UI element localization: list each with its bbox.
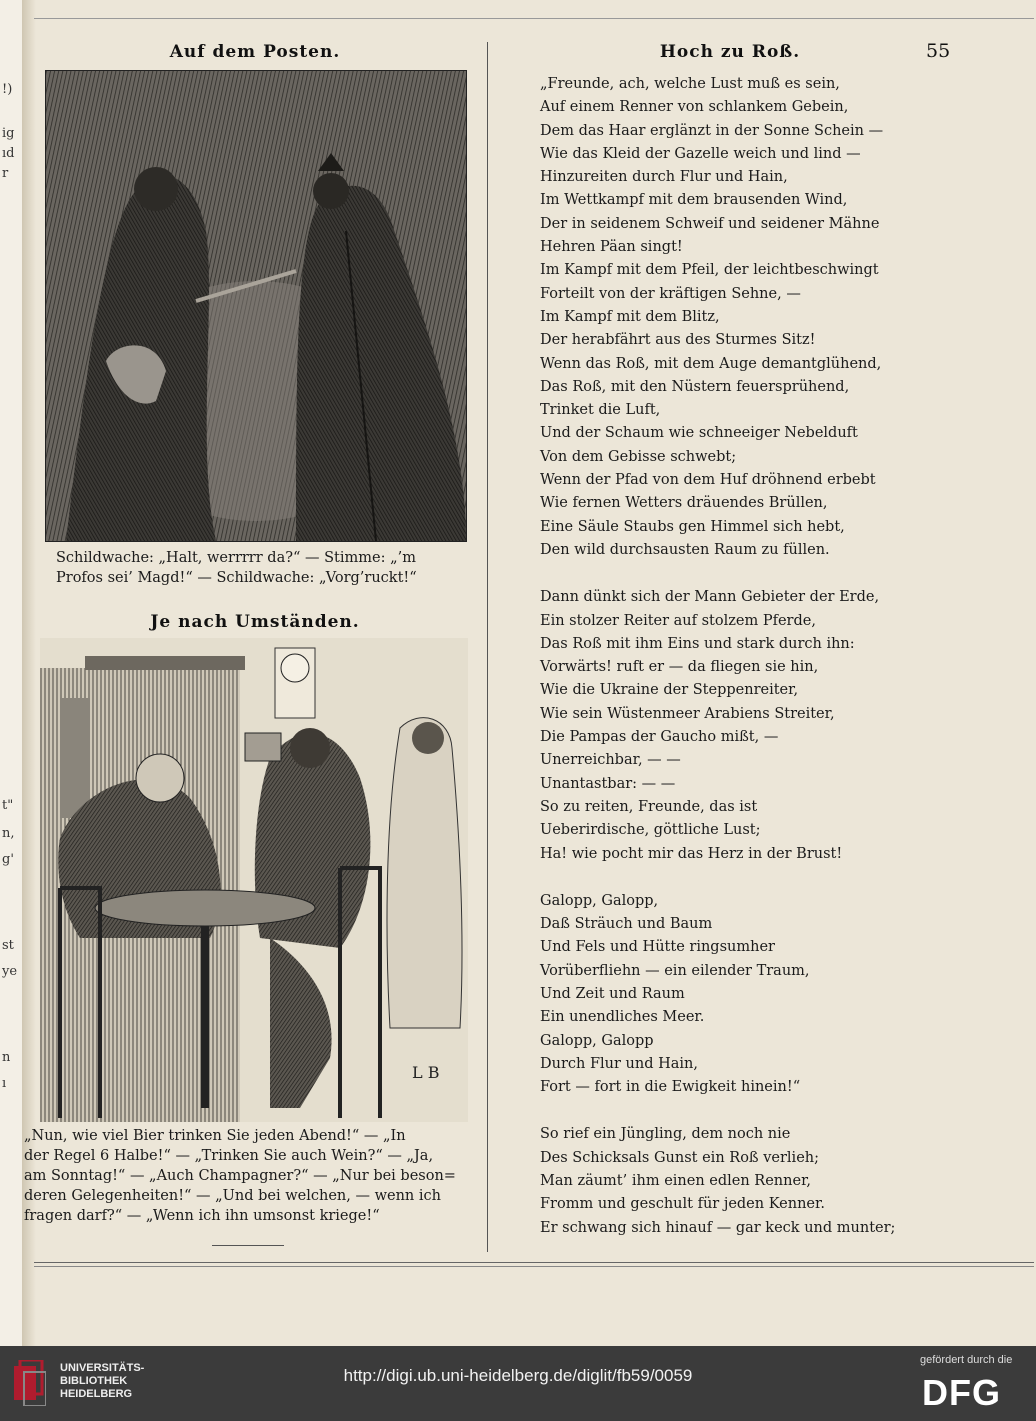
illustration-sentry-night bbox=[45, 70, 467, 542]
poem-line: Galopp, Galopp bbox=[540, 1032, 654, 1049]
edge-fragment: ı bbox=[2, 1076, 7, 1091]
edge-fragment: !) bbox=[2, 82, 13, 97]
edge-fragment: n, bbox=[2, 826, 15, 841]
edge-fragment: st bbox=[2, 938, 14, 953]
poem-line: Ueberirdische, göttliche Lust; bbox=[540, 822, 761, 839]
poem-line: Dem das Haar erglänzt in der Sonne Schein — bbox=[540, 122, 884, 139]
poem-line: Ein stolzer Reiter auf stolzem Pferde, bbox=[540, 612, 816, 629]
poem-line: Von dem Gebisse schwebt; bbox=[540, 448, 737, 465]
caption-sentry bbox=[56, 548, 462, 588]
institution-line: BIBLIOTHEK bbox=[60, 1375, 128, 1387]
poem-line: Wie das Kleid der Gazelle weich und lind — bbox=[540, 145, 861, 162]
caption-line: Profos sei’ Magd!“ — Schildwache: „Vorg’ruckt!“ bbox=[56, 570, 417, 586]
poem-hoch-zu-ross bbox=[540, 73, 920, 1240]
caption-line: der Regel 6 Halbe!“ — „Trinken Sie auch Wein?“ — „Ja, bbox=[24, 1148, 434, 1164]
poem-line: So rief ein Jüngling, dem noch nie bbox=[540, 1126, 791, 1143]
heading-hoch-zu-ross: Hoch zu Roß. bbox=[659, 42, 801, 62]
top-rule bbox=[34, 18, 1034, 19]
stanza-4 bbox=[540, 1123, 920, 1239]
caption-line: am Sonntag!“ — „Auch Champagner?“ — „Nur bei beson= bbox=[24, 1168, 456, 1184]
poem-line: Im Wettkampf mit dem brausenden Wind, bbox=[540, 192, 848, 209]
poem-line: Hinzureiten durch Flur und Hain, bbox=[540, 169, 788, 186]
poem-line: Wie sein Wüstenmeer Arabiens Streiter, bbox=[540, 705, 835, 722]
poem-line: Dann dünkt sich der Mann Gebieter der Erde, bbox=[540, 589, 880, 606]
poem-line: Der herabfährt aus des Sturmes Sitz! bbox=[540, 332, 816, 349]
caption-line: „Nun, wie viel Bier trinken Sie jeden Abend!“ — „In bbox=[24, 1128, 406, 1144]
poem-line: Man zäumt’ ihm einen edlen Renner, bbox=[540, 1173, 812, 1190]
poem-line: Trinket die Luft, bbox=[540, 402, 661, 419]
stanza-3 bbox=[540, 890, 920, 1100]
dfg-logo: DFG bbox=[922, 1372, 1001, 1413]
poem-line: Im Kampf mit dem Blitz, bbox=[540, 308, 720, 325]
stanza-1 bbox=[540, 73, 920, 562]
poem-line: Und Fels und Hütte ringsumher bbox=[540, 939, 775, 956]
poem-line: Vorüberfliehn — ein eilender Traum, bbox=[540, 962, 810, 979]
poem-line: Wie die Ukraine der Steppenreiter, bbox=[540, 682, 799, 699]
poem-line: Ha! wie pocht mir das Herz in der Brust! bbox=[540, 845, 843, 862]
poem-line: Und Zeit und Raum bbox=[540, 985, 685, 1002]
edge-fragment: r bbox=[2, 166, 9, 181]
bottom-rule bbox=[34, 1262, 1034, 1263]
caption-tavern bbox=[24, 1126, 472, 1226]
edge-fragment: ye bbox=[2, 964, 18, 979]
poem-line: So zu reiten, Freunde, das ist bbox=[540, 798, 758, 815]
poem-line: Wenn das Roß, mit dem Auge demantglühend, bbox=[540, 355, 882, 372]
poem-line: Im Kampf mit dem Pfeil, der leichtbeschwingt bbox=[540, 262, 879, 279]
viewer-footer bbox=[0, 1346, 1036, 1421]
poem-line: Wie fernen Wetters dräuendes Brüllen, bbox=[540, 495, 828, 512]
edge-fragment: g' bbox=[2, 852, 14, 867]
poem-line: Unantastbar: — — bbox=[540, 775, 676, 792]
poem-line: Durch Flur und Hain, bbox=[540, 1055, 698, 1072]
bottom-rule-thin bbox=[34, 1266, 1034, 1267]
heading-auf-dem-posten: Auf dem Posten. bbox=[169, 42, 341, 62]
poem-line: Der in seidenem Schweif und seidener Mähne bbox=[540, 215, 880, 232]
poem-line: Galopp, Galopp, bbox=[540, 892, 659, 909]
poem-line: Wenn der Pfad von dem Huf dröhnend erbebt bbox=[540, 472, 876, 489]
illustration-tavern bbox=[40, 638, 468, 1122]
edge-fragment: t" bbox=[2, 798, 14, 813]
caption-line: fragen darf?“ — „Wenn ich ihn umsonst kriege!“ bbox=[24, 1208, 380, 1224]
poem-line: Fort — fort in die Ewigkeit hinein!“ bbox=[540, 1079, 801, 1096]
poem-line: Daß Sträuch und Baum bbox=[540, 916, 713, 933]
poem-line: „Freunde, ach, welche Lust muß es sein, bbox=[540, 76, 840, 92]
poem-line: Er schwang sich hinauf — gar keck und munter; bbox=[540, 1219, 896, 1236]
poem-line: Auf einem Renner von schlankem Gebein, bbox=[540, 99, 849, 116]
poem-line: Des Schicksals Gunst ein Roß verlieh; bbox=[540, 1149, 819, 1166]
institution-line: UNIVERSITÄTS- bbox=[60, 1362, 145, 1374]
institution-line: HEIDELBERG bbox=[60, 1388, 133, 1400]
poem-line: Das Roß mit ihm Eins und stark durch ihn: bbox=[540, 635, 855, 652]
tavern-scene-engraving bbox=[40, 638, 468, 1122]
edge-fragment: ig bbox=[2, 126, 15, 141]
poem-line: Hehren Päan singt! bbox=[540, 239, 683, 256]
caption-line: deren Gelegenheiten!“ — „Und bei welchen, — wenn ich bbox=[24, 1188, 441, 1204]
column-rule bbox=[487, 42, 488, 1252]
page-number: 55 bbox=[926, 40, 951, 62]
edge-fragment: ıd bbox=[2, 146, 15, 161]
heading-je-nach-umstaenden: Je nach Umständen. bbox=[150, 612, 360, 632]
short-divider bbox=[212, 1245, 284, 1246]
poem-line: Fromm und geschult für jeden Kenner. bbox=[540, 1196, 825, 1213]
poem-line: Forteilt von der kräftigen Sehne, — bbox=[540, 285, 801, 302]
poem-line: Vorwärts! ruft er — da fliegen sie hin, bbox=[540, 659, 819, 676]
poem-line: Den wild durchsausten Raum zu füllen. bbox=[540, 541, 830, 558]
artist-signature: L B bbox=[412, 1063, 440, 1082]
edge-fragment: n bbox=[2, 1050, 11, 1065]
funding-label: gefördert durch die bbox=[920, 1354, 1013, 1366]
poem-line: Das Roß, mit den Nüstern feuersprühend, bbox=[540, 378, 850, 395]
night-scene-engraving bbox=[46, 71, 466, 541]
poem-line: Und der Schaum wie schneeiger Nebelduft bbox=[540, 425, 858, 442]
poem-line: Unerreichbar, — — bbox=[540, 752, 681, 769]
stanza-2 bbox=[540, 586, 920, 866]
poem-line: Ein unendliches Meer. bbox=[540, 1009, 705, 1026]
permalink-url[interactable]: http://digi.ub.uni-heidelberg.de/diglit/fb59/0059 bbox=[343, 1366, 693, 1385]
caption-line: Schildwache: „Halt, werrrrr da?“ — Stimme: „’m bbox=[56, 550, 416, 566]
poem-line: Eine Säule Staubs gen Himmel sich hebt, bbox=[540, 518, 845, 535]
poem-line: Die Pampas der Gaucho mißt, — bbox=[540, 729, 779, 746]
